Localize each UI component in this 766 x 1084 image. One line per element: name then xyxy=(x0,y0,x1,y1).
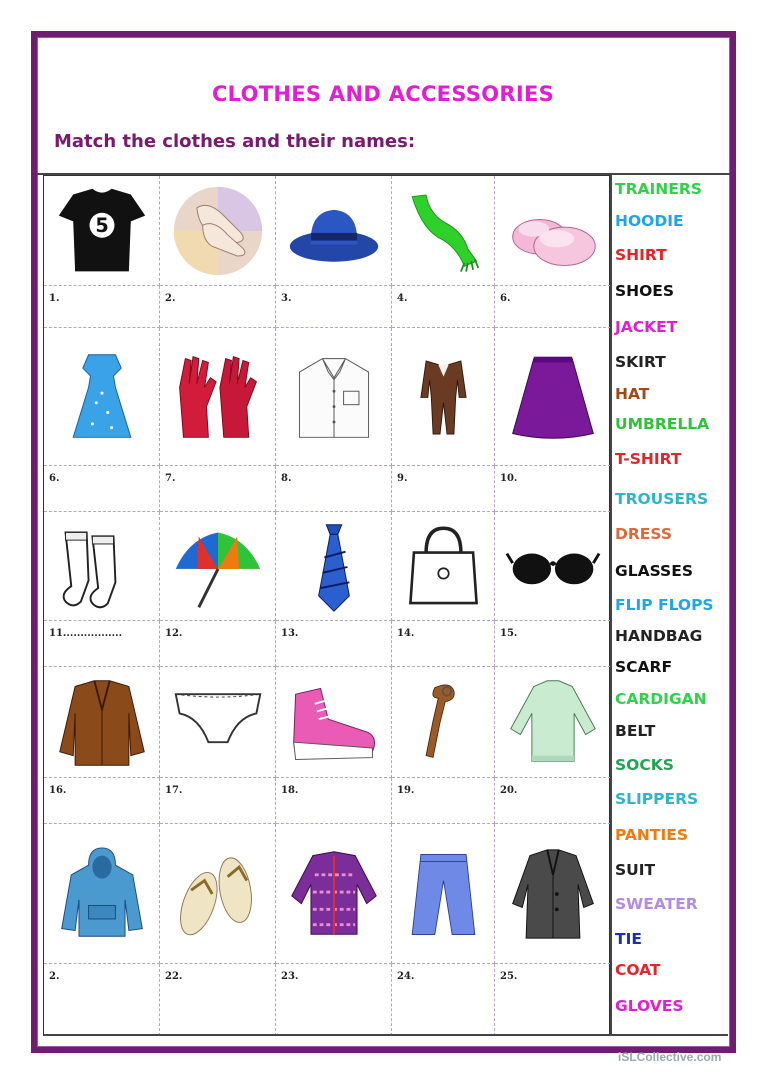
picture-cell xyxy=(495,824,611,964)
item-number: 12. xyxy=(160,621,276,667)
hat-icon xyxy=(286,183,382,279)
item-number: 6. xyxy=(44,466,160,512)
picture-cell xyxy=(392,512,495,621)
worksheet-instructions: Match the clothes and their names: xyxy=(54,131,416,152)
item-number: 16. xyxy=(44,778,160,824)
item-number: 7. xyxy=(160,466,276,512)
socks-icon xyxy=(54,519,150,615)
belt-icon xyxy=(400,679,487,766)
picture-cell xyxy=(276,328,392,466)
cardigan-icon xyxy=(286,846,382,942)
shirt-icon xyxy=(286,349,382,445)
item-number: 2. xyxy=(44,964,160,1036)
picture-cell xyxy=(276,824,392,964)
picture-cell xyxy=(276,176,392,286)
word-item: SLIPPERS xyxy=(615,790,699,808)
word-item: SHIRT xyxy=(615,246,667,264)
scarf-icon xyxy=(400,188,487,275)
picture-cell xyxy=(495,667,611,778)
flipflops-icon xyxy=(170,846,266,942)
dress-icon xyxy=(54,349,150,445)
item-number: 3. xyxy=(276,286,392,328)
gloves-icon xyxy=(170,349,266,445)
word-item: SWEATER xyxy=(615,895,698,913)
hoodie-icon xyxy=(54,846,150,942)
picture-cell xyxy=(392,328,495,466)
umbrella-icon xyxy=(170,519,266,615)
item-number: 22. xyxy=(160,964,276,1036)
item-number: 20. xyxy=(495,778,611,824)
word-item: HANDBAG xyxy=(615,627,703,645)
picture-cell xyxy=(160,824,276,964)
item-number: 11................. xyxy=(44,621,160,667)
word-item: HAT xyxy=(615,385,650,403)
picture-cell xyxy=(160,512,276,621)
item-number: 10. xyxy=(495,466,611,512)
worksheet-title: CLOTHES AND ACCESSORIES xyxy=(211,82,555,106)
word-item: T-SHIRT xyxy=(615,450,682,468)
picture-cell xyxy=(160,667,276,778)
picture-cell xyxy=(44,328,160,466)
word-item: GLASSES xyxy=(615,562,693,580)
picture-grid xyxy=(43,175,610,1035)
word-item: UMBRELLA xyxy=(615,415,710,433)
word-item: SUIT xyxy=(615,861,656,879)
watermark: iSLCollective.com xyxy=(618,1050,722,1064)
coat-icon xyxy=(505,846,601,942)
picture-cell xyxy=(495,176,611,286)
item-number: 24. xyxy=(392,964,495,1036)
word-item: TROUSERS xyxy=(615,490,709,508)
picture-cell xyxy=(392,176,495,286)
suit-icon xyxy=(400,354,487,441)
word-list-divider xyxy=(610,175,612,1035)
tie-icon xyxy=(286,519,382,615)
picture-cell xyxy=(495,512,611,621)
shoes-icon xyxy=(170,183,266,279)
picture-cell xyxy=(44,512,160,621)
word-item: FLIP FLOPS xyxy=(615,596,714,614)
item-number: 6. xyxy=(495,286,611,328)
panties-icon xyxy=(170,675,266,771)
slippers-icon xyxy=(505,183,601,279)
item-number: 9. xyxy=(392,466,495,512)
word-item: TIE xyxy=(615,930,642,948)
glasses-icon xyxy=(505,519,601,615)
word-item: SCARF xyxy=(615,658,673,676)
bottom-border xyxy=(43,1034,728,1036)
word-item: TRAINERS xyxy=(615,180,702,198)
word-item: COAT xyxy=(615,961,661,979)
skirt-icon xyxy=(505,349,601,445)
svg-text:5: 5 xyxy=(95,213,109,237)
item-number: 8. xyxy=(276,466,392,512)
item-number: 19. xyxy=(392,778,495,824)
item-number: 13. xyxy=(276,621,392,667)
picture-cell xyxy=(276,667,392,778)
picture-cell xyxy=(160,176,276,286)
item-number: 17. xyxy=(160,778,276,824)
handbag-icon xyxy=(400,523,487,610)
word-item: CARDIGAN xyxy=(615,690,707,708)
item-number: 15. xyxy=(495,621,611,667)
picture-cell xyxy=(44,176,160,286)
item-number: 18. xyxy=(276,778,392,824)
tshirt-icon xyxy=(54,183,150,279)
picture-cell xyxy=(276,512,392,621)
picture-cell xyxy=(392,824,495,964)
picture-cell xyxy=(44,667,160,778)
trainers-icon xyxy=(286,675,382,771)
item-number: 25. xyxy=(495,964,611,1036)
picture-cell xyxy=(44,824,160,964)
picture-cell xyxy=(392,667,495,778)
word-item: SHOES xyxy=(615,282,675,300)
word-item: PANTIES xyxy=(615,826,688,844)
word-item: DRESS xyxy=(615,525,673,543)
word-item: SKIRT xyxy=(615,353,666,371)
picture-cell xyxy=(495,328,611,466)
item-number: 1. xyxy=(44,286,160,328)
word-item: HOODIE xyxy=(615,212,684,230)
word-item: BELT xyxy=(615,722,656,740)
word-item: GLOVES xyxy=(615,997,684,1015)
trousers-icon xyxy=(400,851,487,938)
word-item: SOCKS xyxy=(615,756,674,774)
item-number: 2. xyxy=(160,286,276,328)
item-number: 23. xyxy=(276,964,392,1036)
item-number: 4. xyxy=(392,286,495,328)
word-item: JACKET xyxy=(615,318,678,336)
item-number: 14. xyxy=(392,621,495,667)
jacket-icon xyxy=(54,675,150,771)
sweater-icon xyxy=(505,675,601,771)
picture-cell xyxy=(160,328,276,466)
